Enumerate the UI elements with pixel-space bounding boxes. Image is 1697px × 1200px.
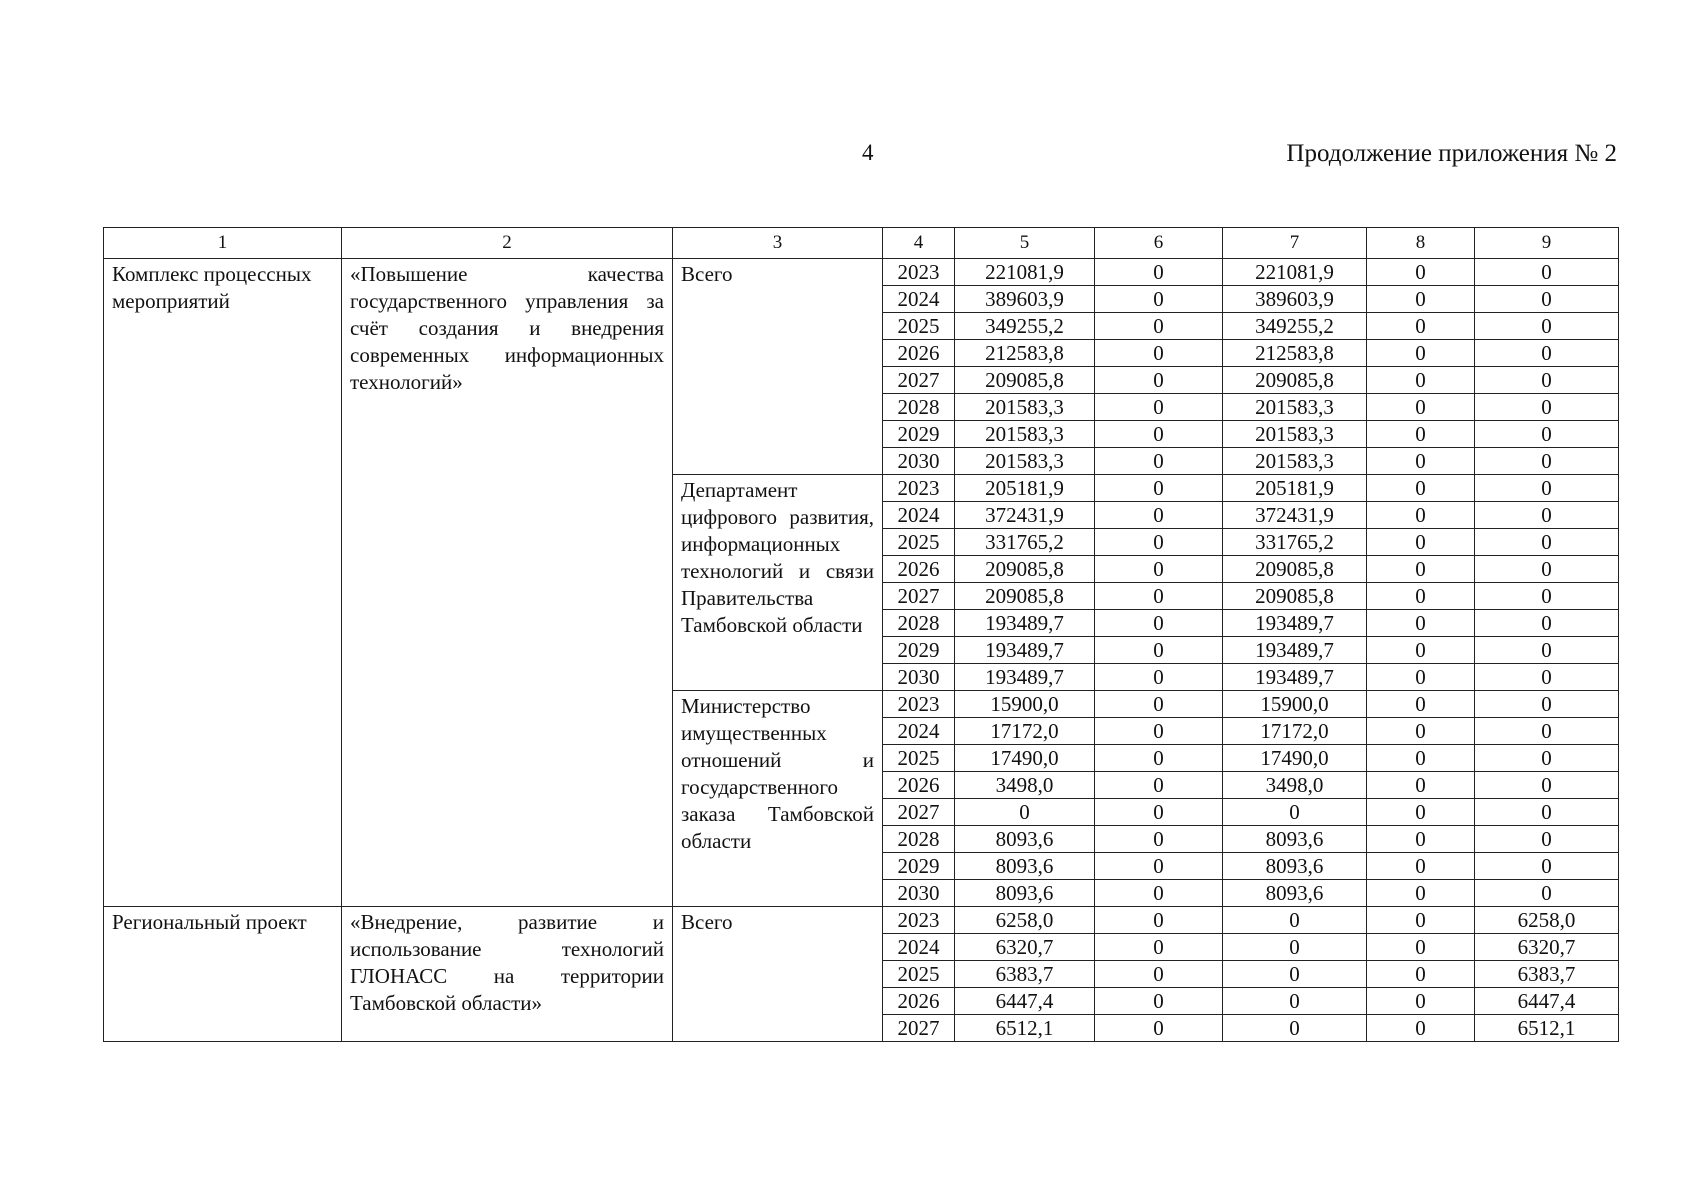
amount-cell: 0 <box>1367 556 1475 583</box>
amount-cell: 0 <box>1367 529 1475 556</box>
amount-cell: 201583,3 <box>1223 394 1367 421</box>
amount-cell: 0 <box>1095 988 1223 1015</box>
amount-cell: 0 <box>1095 502 1223 529</box>
amount-cell: 0 <box>1475 664 1619 691</box>
amount-cell: 0 <box>1475 502 1619 529</box>
amount-cell: 193489,7 <box>955 664 1095 691</box>
amount-cell: 0 <box>1475 340 1619 367</box>
column-header: 3 <box>673 228 883 259</box>
amount-cell: 0 <box>1475 799 1619 826</box>
amount-cell: 0 <box>1367 610 1475 637</box>
amount-cell: 0 <box>1095 448 1223 475</box>
year-cell: 2023 <box>883 907 955 934</box>
amount-cell: 201583,3 <box>955 448 1095 475</box>
year-cell: 2026 <box>883 772 955 799</box>
amount-cell: 0 <box>1475 691 1619 718</box>
amount-cell: 6320,7 <box>1475 934 1619 961</box>
amount-cell: 193489,7 <box>1223 664 1367 691</box>
amount-cell: 0 <box>1367 259 1475 286</box>
amount-cell: 0 <box>1367 691 1475 718</box>
section-name-cell: «Повышение качества государственного управления за счёт создания и внедрения современных информационных технологий» <box>342 259 673 907</box>
amount-cell: 0 <box>1367 880 1475 907</box>
amount-cell: 0 <box>1475 421 1619 448</box>
column-header: 8 <box>1367 228 1475 259</box>
financing-table <box>103 227 1619 1042</box>
column-header: 5 <box>955 228 1095 259</box>
year-cell: 2027 <box>883 583 955 610</box>
amount-cell: 6512,1 <box>1475 1015 1619 1042</box>
amount-cell: 0 <box>1095 961 1223 988</box>
amount-cell: 0 <box>1095 394 1223 421</box>
amount-cell: 6512,1 <box>955 1015 1095 1042</box>
year-cell: 2024 <box>883 718 955 745</box>
amount-cell: 0 <box>1095 691 1223 718</box>
amount-cell: 0 <box>1475 286 1619 313</box>
amount-cell: 209085,8 <box>955 583 1095 610</box>
amount-cell: 0 <box>1095 583 1223 610</box>
amount-cell: 0 <box>1475 394 1619 421</box>
table-body <box>104 228 1619 1042</box>
year-cell: 2028 <box>883 826 955 853</box>
year-cell: 2028 <box>883 394 955 421</box>
amount-cell: 15900,0 <box>1223 691 1367 718</box>
amount-cell: 0 <box>1095 826 1223 853</box>
year-cell: 2025 <box>883 313 955 340</box>
amount-cell: 0 <box>1095 853 1223 880</box>
executor-cell: Всего <box>673 259 883 475</box>
year-cell: 2029 <box>883 421 955 448</box>
amount-cell: 0 <box>1475 448 1619 475</box>
amount-cell: 209085,8 <box>955 556 1095 583</box>
amount-cell: 0 <box>1095 529 1223 556</box>
amount-cell: 0 <box>1475 772 1619 799</box>
amount-cell: 0 <box>1367 421 1475 448</box>
amount-cell: 15900,0 <box>955 691 1095 718</box>
year-cell: 2027 <box>883 367 955 394</box>
section-type-cell: Региональный проект <box>104 907 342 1042</box>
amount-cell: 209085,8 <box>1223 583 1367 610</box>
amount-cell: 193489,7 <box>1223 610 1367 637</box>
year-cell: 2029 <box>883 637 955 664</box>
amount-cell: 205181,9 <box>955 475 1095 502</box>
amount-cell: 0 <box>1223 934 1367 961</box>
amount-cell: 221081,9 <box>1223 259 1367 286</box>
amount-cell: 0 <box>1367 637 1475 664</box>
amount-cell: 212583,8 <box>1223 340 1367 367</box>
amount-cell: 0 <box>1095 556 1223 583</box>
year-cell: 2024 <box>883 934 955 961</box>
amount-cell: 0 <box>1367 745 1475 772</box>
amount-cell: 201583,3 <box>955 421 1095 448</box>
column-header-row <box>104 228 1619 259</box>
section-type-cell: Комплекс процессных мероприятий <box>104 259 342 907</box>
year-cell: 2025 <box>883 961 955 988</box>
executor-cell: Министерство имущественных отношений и государственного заказа Тамбовской области <box>673 691 883 907</box>
amount-cell: 209085,8 <box>1223 367 1367 394</box>
year-cell: 2024 <box>883 286 955 313</box>
amount-cell: 0 <box>1095 880 1223 907</box>
amount-cell: 0 <box>1475 529 1619 556</box>
amount-cell: 0 <box>1367 961 1475 988</box>
year-cell: 2023 <box>883 259 955 286</box>
amount-cell: 0 <box>1475 718 1619 745</box>
amount-cell: 0 <box>955 799 1095 826</box>
amount-cell: 3498,0 <box>955 772 1095 799</box>
amount-cell: 0 <box>1367 286 1475 313</box>
amount-cell: 0 <box>1095 610 1223 637</box>
page-number: 4 <box>862 140 874 165</box>
amount-cell: 0 <box>1223 961 1367 988</box>
amount-cell: 389603,9 <box>1223 286 1367 313</box>
amount-cell: 0 <box>1095 475 1223 502</box>
amount-cell: 389603,9 <box>955 286 1095 313</box>
year-cell: 2030 <box>883 880 955 907</box>
amount-cell: 0 <box>1095 907 1223 934</box>
amount-cell: 0 <box>1223 907 1367 934</box>
amount-cell: 0 <box>1475 880 1619 907</box>
amount-cell: 0 <box>1095 772 1223 799</box>
year-cell: 2026 <box>883 988 955 1015</box>
executor-cell: Всего <box>673 907 883 1042</box>
amount-cell: 8093,6 <box>1223 880 1367 907</box>
amount-cell: 209085,8 <box>1223 556 1367 583</box>
amount-cell: 221081,9 <box>955 259 1095 286</box>
amount-cell: 0 <box>1475 853 1619 880</box>
amount-cell: 0 <box>1367 907 1475 934</box>
amount-cell: 0 <box>1367 313 1475 340</box>
amount-cell: 0 <box>1367 664 1475 691</box>
amount-cell: 0 <box>1095 718 1223 745</box>
amount-cell: 17172,0 <box>955 718 1095 745</box>
amount-cell: 0 <box>1367 394 1475 421</box>
amount-cell: 6258,0 <box>955 907 1095 934</box>
column-header: 2 <box>342 228 673 259</box>
amount-cell: 331765,2 <box>1223 529 1367 556</box>
amount-cell: 6258,0 <box>1475 907 1619 934</box>
amount-cell: 0 <box>1367 988 1475 1015</box>
amount-cell: 8093,6 <box>1223 853 1367 880</box>
year-cell: 2027 <box>883 799 955 826</box>
amount-cell: 205181,9 <box>1223 475 1367 502</box>
amount-cell: 8093,6 <box>1223 826 1367 853</box>
amount-cell: 0 <box>1367 1015 1475 1042</box>
amount-cell: 0 <box>1095 799 1223 826</box>
amount-cell: 6383,7 <box>1475 961 1619 988</box>
column-header: 1 <box>104 228 342 259</box>
amount-cell: 209085,8 <box>955 367 1095 394</box>
year-cell: 2025 <box>883 745 955 772</box>
year-cell: 2024 <box>883 502 955 529</box>
amount-cell: 0 <box>1475 475 1619 502</box>
amount-cell: 349255,2 <box>1223 313 1367 340</box>
amount-cell: 17172,0 <box>1223 718 1367 745</box>
executor-cell: Департамент цифрового развития, информационных технологий и связи Правительства Тамбовской области <box>673 475 883 691</box>
amount-cell: 0 <box>1223 988 1367 1015</box>
amount-cell: 349255,2 <box>955 313 1095 340</box>
amount-cell: 0 <box>1475 313 1619 340</box>
amount-cell: 0 <box>1367 502 1475 529</box>
appendix-title: Продолжение приложения № 2 <box>1286 140 1617 167</box>
amount-cell: 0 <box>1095 934 1223 961</box>
amount-cell: 0 <box>1095 259 1223 286</box>
table-row <box>104 907 1619 934</box>
year-cell: 2025 <box>883 529 955 556</box>
amount-cell: 372431,9 <box>955 502 1095 529</box>
year-cell: 2026 <box>883 340 955 367</box>
amount-cell: 193489,7 <box>955 610 1095 637</box>
column-header: 6 <box>1095 228 1223 259</box>
amount-cell: 0 <box>1475 826 1619 853</box>
amount-cell: 0 <box>1367 448 1475 475</box>
section-name-cell: «Внедрение, развитие и использование технологий ГЛОНАСС на территории Тамбовской области» <box>342 907 673 1042</box>
amount-cell: 0 <box>1367 367 1475 394</box>
amount-cell: 0 <box>1095 745 1223 772</box>
amount-cell: 0 <box>1095 1015 1223 1042</box>
amount-cell: 17490,0 <box>1223 745 1367 772</box>
amount-cell: 201583,3 <box>1223 448 1367 475</box>
amount-cell: 0 <box>1475 583 1619 610</box>
amount-cell: 6447,4 <box>955 988 1095 1015</box>
amount-cell: 6383,7 <box>955 961 1095 988</box>
amount-cell: 0 <box>1367 718 1475 745</box>
amount-cell: 0 <box>1095 421 1223 448</box>
year-cell: 2023 <box>883 691 955 718</box>
year-cell: 2029 <box>883 853 955 880</box>
column-header: 9 <box>1475 228 1619 259</box>
amount-cell: 8093,6 <box>955 880 1095 907</box>
amount-cell: 0 <box>1367 853 1475 880</box>
amount-cell: 201583,3 <box>955 394 1095 421</box>
amount-cell: 0 <box>1095 367 1223 394</box>
amount-cell: 0 <box>1095 340 1223 367</box>
amount-cell: 8093,6 <box>955 826 1095 853</box>
amount-cell: 0 <box>1475 556 1619 583</box>
amount-cell: 3498,0 <box>1223 772 1367 799</box>
amount-cell: 8093,6 <box>955 853 1095 880</box>
year-cell: 2023 <box>883 475 955 502</box>
year-cell: 2026 <box>883 556 955 583</box>
amount-cell: 0 <box>1367 475 1475 502</box>
amount-cell: 6447,4 <box>1475 988 1619 1015</box>
column-header: 4 <box>883 228 955 259</box>
amount-cell: 0 <box>1475 367 1619 394</box>
amount-cell: 0 <box>1367 583 1475 610</box>
column-header: 7 <box>1223 228 1367 259</box>
amount-cell: 212583,8 <box>955 340 1095 367</box>
amount-cell: 0 <box>1095 664 1223 691</box>
amount-cell: 0 <box>1475 610 1619 637</box>
amount-cell: 0 <box>1223 1015 1367 1042</box>
amount-cell: 6320,7 <box>955 934 1095 961</box>
amount-cell: 17490,0 <box>955 745 1095 772</box>
year-cell: 2027 <box>883 1015 955 1042</box>
amount-cell: 0 <box>1223 799 1367 826</box>
amount-cell: 0 <box>1367 340 1475 367</box>
amount-cell: 193489,7 <box>955 637 1095 664</box>
amount-cell: 0 <box>1475 637 1619 664</box>
amount-cell: 201583,3 <box>1223 421 1367 448</box>
amount-cell: 0 <box>1367 934 1475 961</box>
amount-cell: 0 <box>1367 826 1475 853</box>
year-cell: 2030 <box>883 448 955 475</box>
amount-cell: 0 <box>1475 745 1619 772</box>
amount-cell: 0 <box>1095 313 1223 340</box>
amount-cell: 0 <box>1475 259 1619 286</box>
amount-cell: 0 <box>1367 799 1475 826</box>
amount-cell: 0 <box>1095 286 1223 313</box>
amount-cell: 193489,7 <box>1223 637 1367 664</box>
amount-cell: 331765,2 <box>955 529 1095 556</box>
amount-cell: 0 <box>1367 772 1475 799</box>
year-cell: 2030 <box>883 664 955 691</box>
amount-cell: 372431,9 <box>1223 502 1367 529</box>
year-cell: 2028 <box>883 610 955 637</box>
amount-cell: 0 <box>1095 637 1223 664</box>
table-row <box>104 259 1619 286</box>
